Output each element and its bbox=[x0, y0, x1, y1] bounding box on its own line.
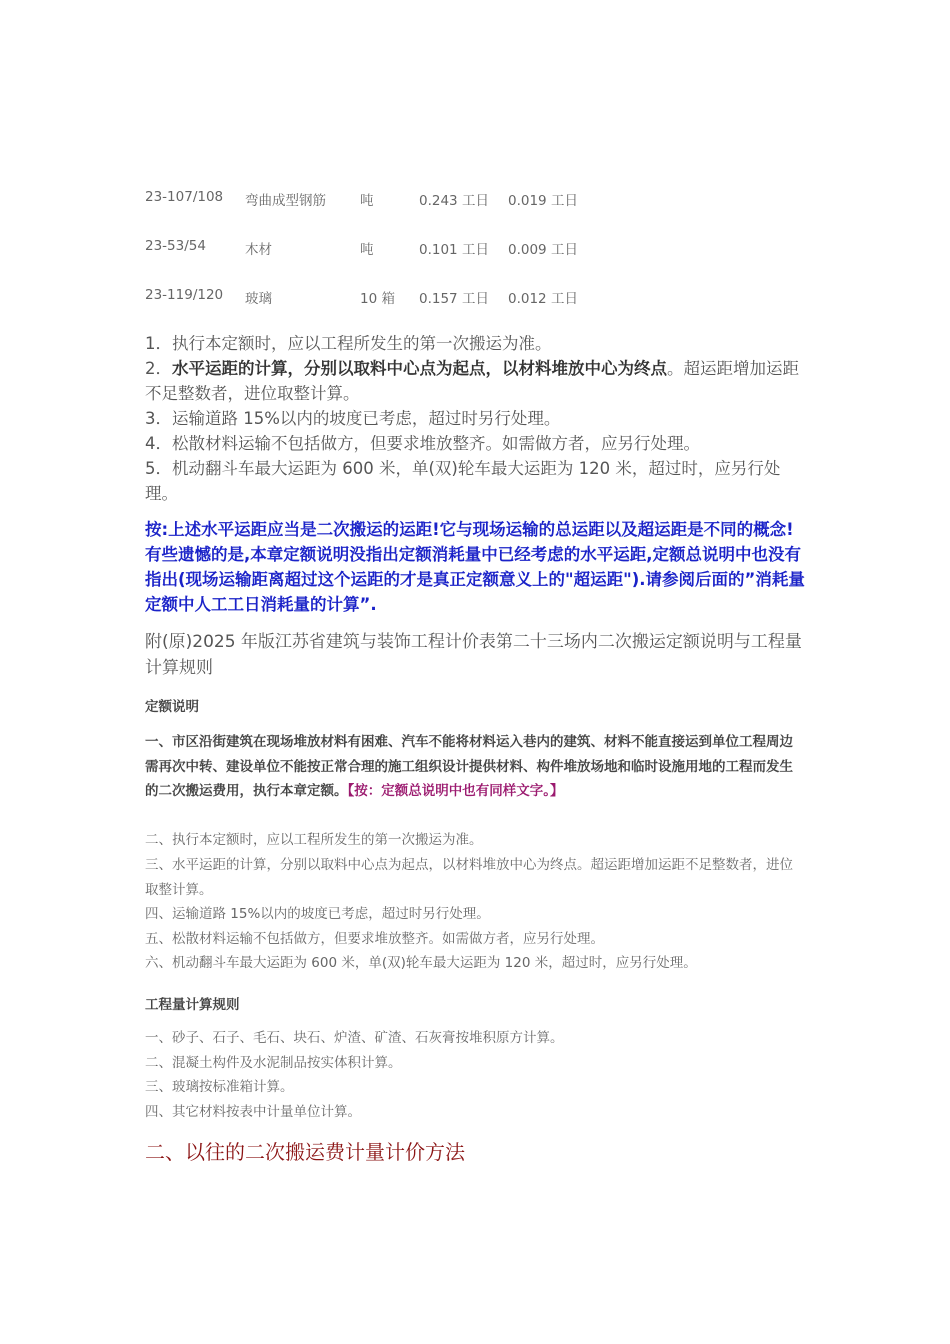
table-cell-unit: 吨 bbox=[360, 242, 374, 258]
rule-item: 1．执行本定额时，应以工程所发生的第一次搬运为准。 bbox=[145, 334, 552, 353]
calc-item: 二、混凝土构件及水泥制品按实体积计算。 bbox=[145, 1055, 402, 1071]
table-cell-code: 23-119/120 bbox=[145, 287, 224, 303]
quota-heading: 定额说明 bbox=[145, 699, 199, 715]
quota-item: 五、松散材料运输不包括做方，但要求堆放整齐。如需做方者，应另行处理。 bbox=[145, 931, 604, 947]
table-cell-code: 23-53/54 bbox=[145, 238, 206, 254]
quota-paragraph-note: 【按：定额总说明中也有同样文字。】 bbox=[347, 783, 564, 799]
calc-item: 三、玻璃按标准箱计算。 bbox=[145, 1079, 294, 1095]
calc-heading: 工程量计算规则 bbox=[145, 997, 240, 1013]
calc-item: 四、其它材料按表中计量单位计算。 bbox=[145, 1104, 361, 1120]
appendix-title: 附(原)2025 年版江苏省建筑与装饰工程计价表第二十三场内二次搬运定额说明与工程量计算规则 bbox=[145, 632, 802, 678]
editor-note: 按:上述水平运距应当是二次搬运的运距!它与现场运输的总运距以及超运距是不同的概念!有些遗憾的是,本章定额说明没指出定额消耗量中已经考虑的水平运距,定额总说明中也没有指出(现场运输距离超过这个运距的才是真正定额意义上的"超运距").请参阅后面的”消耗量定额中人工工日消耗量的计算”. bbox=[145, 520, 805, 614]
rule-bold-text: 水平运距的计算，分别以取料中心点为起点，以材料堆放中心为终点 bbox=[172, 359, 667, 378]
table-cell-value: 0.012 工日 bbox=[508, 291, 578, 307]
quota-paragraph-text: 一、市区沿街建筑在现场堆放材料有困难、汽车不能将材料运入巷内的建筑、材料不能直接运到单位工程周边需再次中转、建设单位不能按正常合理的施工组织设计提供材料、构件堆放场地和临时设施用地的工程而发生的二次搬运费用，执行本章定额。 bbox=[145, 734, 793, 799]
table-cell-value: 0.101 工日 bbox=[419, 242, 489, 258]
table-cell-unit: 吨 bbox=[360, 193, 374, 209]
table-cell-name: 弯曲成型钢筋 bbox=[245, 193, 326, 209]
table-cell-name: 木材 bbox=[245, 242, 272, 258]
table-cell-code: 23-107/108 bbox=[145, 189, 224, 205]
rule-item: 3．运输道路 15%以内的坡度已考虑，超过时另行处理。 bbox=[145, 409, 561, 428]
table-cell-unit: 10 箱 bbox=[360, 291, 395, 307]
table-cell-value: 0.009 工日 bbox=[508, 242, 578, 258]
rule-item bbox=[145, 356, 805, 406]
section-title: 二、以往的二次搬运费计量计价方法 bbox=[145, 1140, 465, 1164]
rule-number: 2． bbox=[145, 359, 172, 378]
rule-item: 4．松散材料运输不包括做方，但要求堆放整齐。如需做方者，应另行处理。 bbox=[145, 434, 700, 453]
table-cell-value: 0.019 工日 bbox=[508, 193, 578, 209]
table-cell-value: 0.243 工日 bbox=[419, 193, 489, 209]
rule-text: 。超运距增加运距不足整数者，进位取整计算。 bbox=[145, 359, 799, 403]
table-cell-name: 玻璃 bbox=[245, 291, 272, 307]
table-cell-value: 0.157 工日 bbox=[419, 291, 489, 307]
quota-item: 二、执行本定额时，应以工程所发生的第一次搬运为准。 bbox=[145, 832, 483, 848]
quota-item: 六、机动翻斗车最大运距为 600 米，单(双)轮车最大运距为 120 米，超过时，应另行处理。 bbox=[145, 955, 697, 971]
quota-item: 四、运输道路 15%以内的坡度已考虑，超过时另行处理。 bbox=[145, 906, 490, 922]
quota-item: 三、水平运距的计算，分别以取料中心点为起点，以材料堆放中心为终点。超运距增加运距不足整数者，进位取整计算。 bbox=[145, 857, 793, 898]
calc-item: 一、砂子、石子、毛石、块石、炉渣、矿渣、石灰膏按堆积原方计算。 bbox=[145, 1030, 564, 1046]
quota-paragraph-1 bbox=[145, 730, 805, 804]
rule-item: 5．机动翻斗车最大运距为 600 米，单(双)轮车最大运距为 120 米，超过时，应另行处理。 bbox=[145, 459, 781, 503]
